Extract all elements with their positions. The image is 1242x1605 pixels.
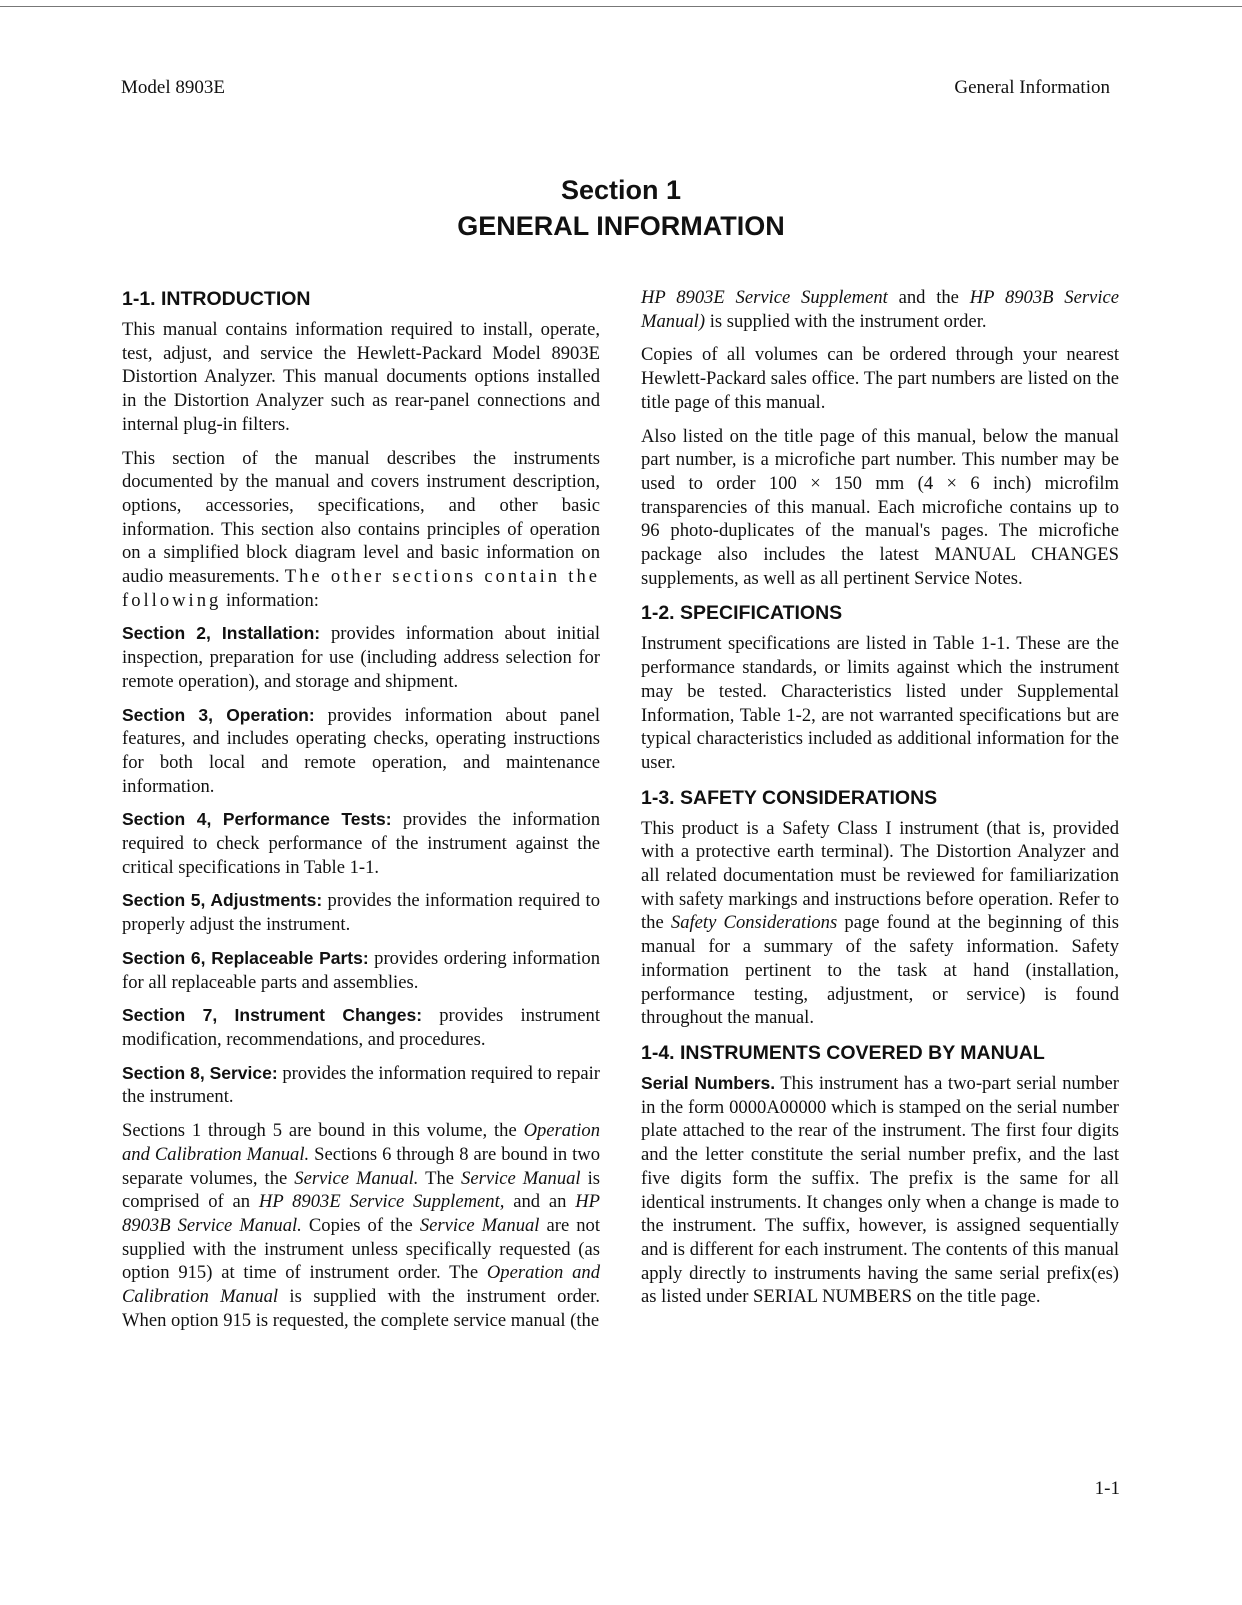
running-header-model: Model 8903E	[121, 77, 225, 98]
volumes-paragraph-continued: HP 8903E Service Supplement and the HP 8903B Service Manual) is supplied with the instrument order.	[641, 287, 1119, 332]
section-7-description: Section 7, Instrument Changes: provides instrument modification, recommendations, and procedures.	[122, 1005, 600, 1050]
safety-heading: 1-3. SAFETY CONSIDERATIONS	[641, 786, 938, 809]
section-3-description: Section 3, Operation: provides information about panel features, and includes operating checks, operating instructions for both local and remote operation, and maintenance information.	[122, 704, 600, 797]
section-title: GENERAL INFORMATION	[457, 211, 785, 241]
section-6-description: Section 6, Replaceable Parts: provides ordering information for all replaceable parts and assemblies.	[122, 947, 600, 993]
page-number: 1-1	[1094, 1478, 1120, 1499]
section-2-description: Section 2, Installation: provides information about initial inspection, preparation for use (including address selection for remote operation), and storage and shipment.	[122, 623, 600, 692]
page-title	[0, 172, 1242, 244]
instruments-covered-heading: 1-4. INSTRUMENTS COVERED BY MANUAL	[641, 1041, 1045, 1064]
sections-overview-paragraph: This section of the manual describes the instruments documented by the manual and covers instrument description, options, accessories, specifications, and other basic information. This section also contains principles of operation on a simplified block diagram level and basic information on audio measurements. The other sections contain the following information:	[122, 447, 600, 611]
top-rule	[0, 6, 1242, 7]
volumes-paragraph: Sections 1 through 5 are bound in this volume, the Operation and Calibration Manual. Sections 6 through 8 are bound in two separate volumes, the Service Manual. The Service Manual is comprised of an HP 8903E Service Supplement, and an HP 8903B Service Manual. Copies of the Service Manual are not supplied with the instrument unless specifically requested (as option 915) at time of instrument order. The Operation and Calibration Manual is supplied with the instrument order. When option 915 is requested, the complete service manual (the	[122, 1120, 600, 1331]
specifications-paragraph: Instrument specifications are listed in Table 1-1. These are the performance standards, or limits against which the instrument may be tested. Characteristics listed under Supplemental Information, Table 1-2, are not warranted specifications but are typical characteristics included as additional information for the user.	[641, 633, 1119, 773]
intro-paragraph: This manual contains information required to install, operate, test, adjust, and service the Hewlett-Packard Model 8903E Distortion Analyzer. This manual documents options installed in the Distortion Analyzer such as rear-panel connections and internal plug-in filters.	[122, 319, 600, 435]
section-8-description: Section 8, Service: provides the information required to repair the instrument.	[122, 1062, 600, 1108]
running-header-section: General Information	[954, 77, 1110, 98]
section-5-description: Section 5, Adjustments: provides the information required to properly adjust the instrument.	[122, 890, 601, 936]
right-column	[641, 286, 1119, 1319]
section-4-description: Section 4, Performance Tests: provides the information required to check performance of the instrument against the critical specifications in Table 1-1.	[122, 809, 601, 878]
serial-numbers-paragraph: Serial Numbers. This instrument has a two-part serial number in the form 0000A00000 which is stamped on the serial number plate attached to the rear of the instrument. The first four digits and the letter constitute the serial number prefix, and the last five digits form the suffix. The prefix is the same for all identical instruments. It changes only when a change is made to the instrument. The suffix, however, is assigned sequentially and is different for each instrument. The contents of this manual apply directly to instruments having the same serial prefix(es) as listed under SERIAL NUMBERS on the title page.	[641, 1072, 1119, 1308]
specifications-heading: 1-2. SPECIFICATIONS	[641, 602, 843, 625]
left-column	[122, 286, 600, 1342]
section-number: Section 1	[560, 175, 682, 205]
copies-paragraph: Copies of all volumes can be ordered through your nearest Hewlett-Packard sales office. The part numbers are listed on the title page of this manual.	[641, 344, 1119, 413]
microfiche-paragraph: Also listed on the title page of this manual, below the manual part number, is a microfiche part number. This number may be used to order 100 × 150 mm (4 × 6 inch) microfilm transparencies of this manual. Each microfiche contains up to 96 photo-duplicates of the manual's pages. The microfiche package also includes the latest MANUAL CHANGES supplements, as well as all pertinent Service Notes.	[641, 425, 1119, 589]
introduction-heading: 1-1. INTRODUCTION	[122, 288, 311, 310]
safety-paragraph: This product is a Safety Class I instrument (that is, provided with a protective earth terminal). The Distortion Analyzer and all related documentation must be reviewed for familiarization with safety markings and instructions before operation. Refer to the Safety Considerations page found at the beginning of this manual for a summary of the safety information. Safety information pertinent to the task at hand (installation, performance testing, adjustment, or service) is found throughout the manual.	[641, 817, 1119, 1029]
